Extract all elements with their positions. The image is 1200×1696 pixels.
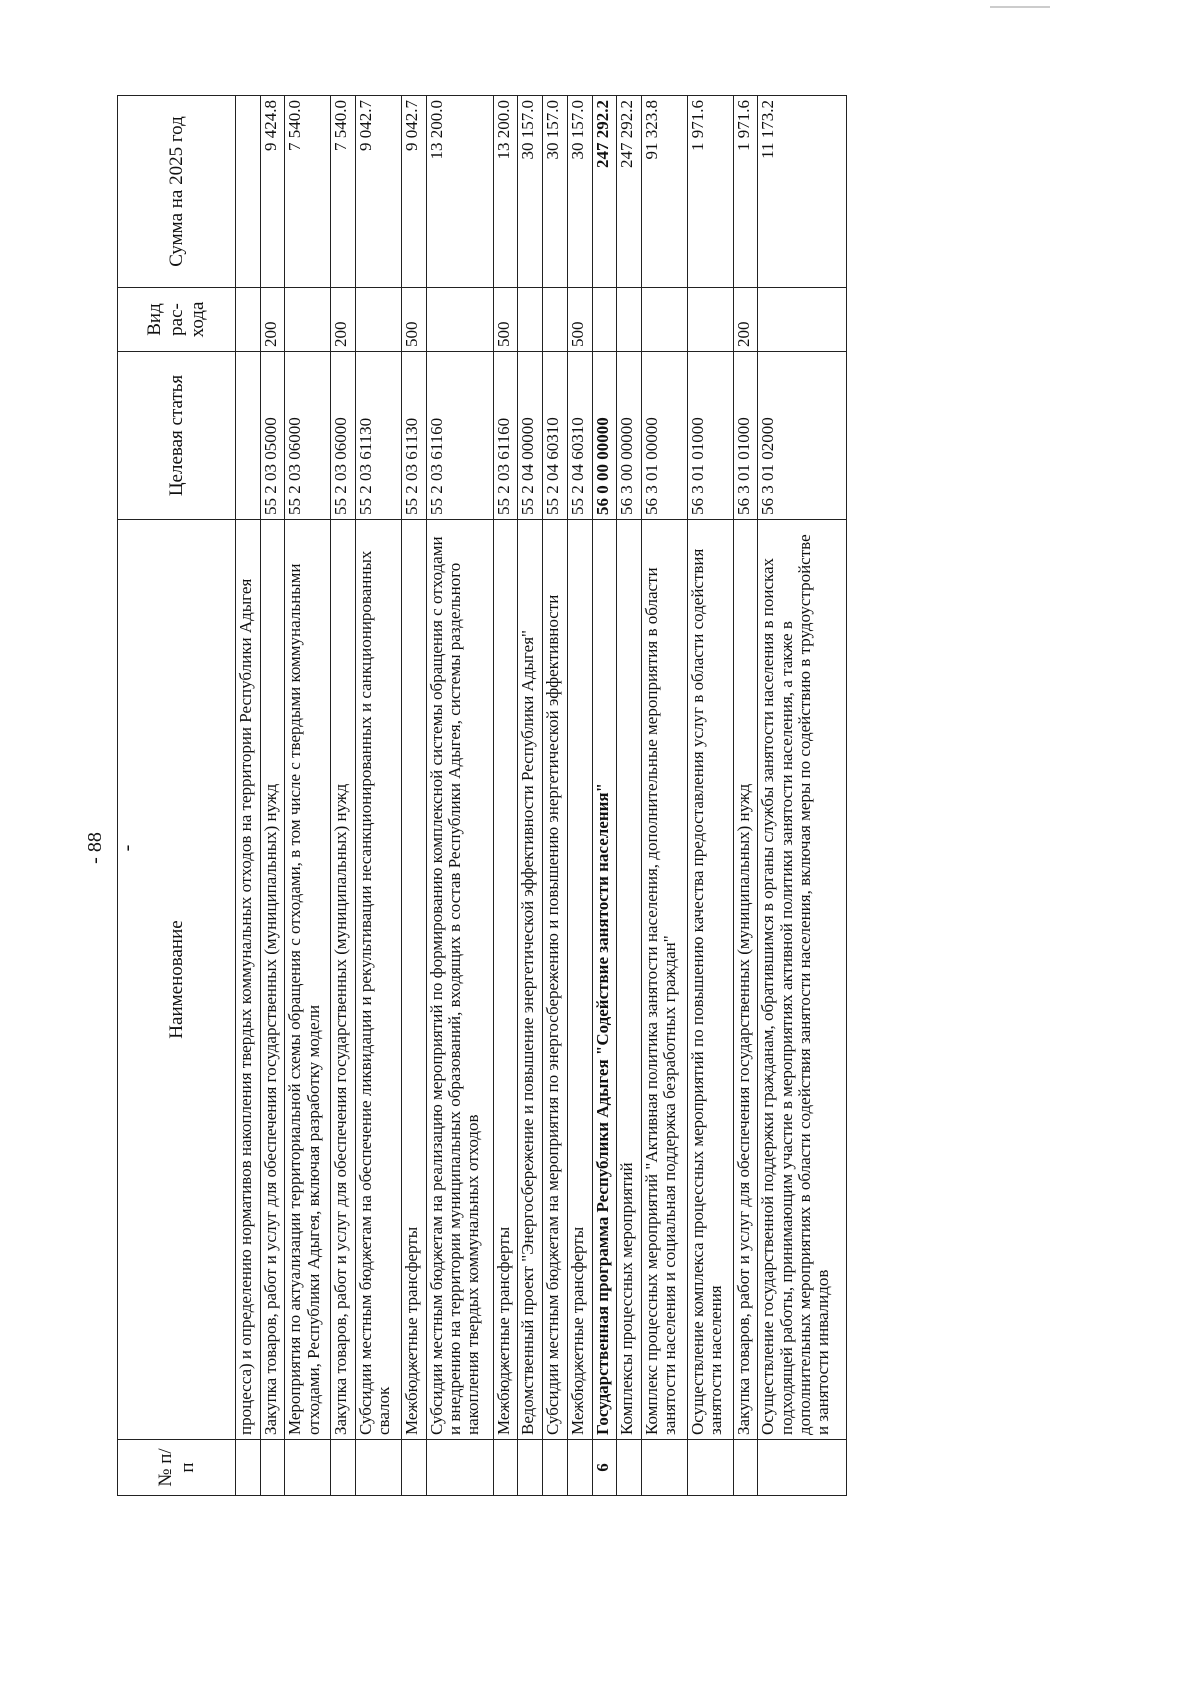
cell-name: Закупка товаров, работ и услуг для обеспечения государственных (муниципальных) нужд: [331, 520, 356, 1440]
cell-name: Межбюджетные трансферты: [493, 520, 518, 1440]
cell-sum: 9 424.8: [260, 96, 285, 288]
table-row: [331, 96, 356, 1496]
cell-name: Закупка товаров, работ и услуг для обеспечения государственных (муниципальных) нужд: [733, 520, 758, 1440]
cell-code: 56 3 01 02000: [758, 352, 847, 520]
cell-code: 56 0 00 00000: [592, 352, 617, 520]
cell-code: 56 3 01 00000: [641, 352, 687, 520]
cell-sum: 1 971.6: [733, 96, 758, 288]
cell-kind: [641, 288, 687, 352]
table-row: [401, 96, 426, 1496]
cell-name: Закупка товаров, работ и услуг для обеспечения государственных (муниципальных) нужд: [260, 520, 285, 1440]
table-row: [687, 96, 733, 1496]
cell-num: [543, 1440, 568, 1496]
cell-name: Государственная программа Республики Адыгея "Содействие занятости населения": [592, 520, 617, 1440]
page-number: - 88 -: [84, 832, 138, 864]
table-row: [733, 96, 758, 1496]
cell-code: 55 2 03 06000: [285, 352, 331, 520]
cell-kind: 200: [331, 288, 356, 352]
cell-sum: 7 540.0: [285, 96, 331, 288]
cell-code: 55 2 03 61130: [355, 352, 401, 520]
table-row: [518, 96, 543, 1496]
cell-name: Субсидии местным бюджетам на реализацию мероприятий по формированию комплексной системы обращения с отходами и внедрению на территории муниципальных образований, входящих в состав Республики Адыгея, системы раздельного накопления твердых коммунальных отходов: [426, 520, 493, 1440]
cell-name: Ведомственный проект "Энергосбережение и повышение энергетической эффективности Республики Адыгея": [518, 520, 543, 1440]
cell-name: Мероприятия по актуализации территориальной схемы обращения с отходами, в том числе с твердыми коммунальными отходами, Республики Адыгея, включая разработку модели: [285, 520, 331, 1440]
table-row: [758, 96, 847, 1496]
cell-num: [401, 1440, 426, 1496]
cell-num: [687, 1440, 733, 1496]
cell-sum: 13 200.0: [493, 96, 518, 288]
table-row: [260, 96, 285, 1496]
cell-kind: 200: [733, 288, 758, 352]
cell-name: Субсидии местным бюджетам на мероприятия по энергосбережению и повышению энергетической эффективности: [543, 520, 568, 1440]
cell-code: [236, 352, 261, 520]
header-code: Целевая статья: [118, 352, 236, 520]
cell-num: [518, 1440, 543, 1496]
cell-num: [493, 1440, 518, 1496]
cell-code: 55 2 04 60310: [567, 352, 592, 520]
cell-name: Субсидии местным бюджетам на обеспечение ликвидации и рекультивации несанкционированных и санкционированных свалок: [355, 520, 401, 1440]
cell-num: [567, 1440, 592, 1496]
cell-num: [758, 1440, 847, 1496]
cell-name: Осуществление комплекса процессных мероприятий по повышению качества предоставления услуг в области содействия занятости населения: [687, 520, 733, 1440]
cell-sum: 11 173.2: [758, 96, 847, 288]
cell-kind: [758, 288, 847, 352]
cell-kind: [285, 288, 331, 352]
cell-num: [285, 1440, 331, 1496]
header-kind: Вид рас-хода: [118, 288, 236, 352]
cell-kind: [687, 288, 733, 352]
table-row: [355, 96, 401, 1496]
cell-name: Комплекс процессных мероприятий "Активная политика занятости населения, дополнительные мероприятия в области занятости населения и социальная поддержка безработных граждан": [641, 520, 687, 1440]
table-row: [592, 96, 617, 1496]
cell-sum: 30 157.0: [543, 96, 568, 288]
cell-sum: 9 042.7: [401, 96, 426, 288]
cell-kind: 200: [260, 288, 285, 352]
cell-num: 6: [592, 1440, 617, 1496]
table-header-row: [118, 96, 236, 1496]
cell-code: 56 3 01 01000: [687, 352, 733, 520]
cell-code: 55 2 04 00000: [518, 352, 543, 520]
cell-num: [733, 1440, 758, 1496]
cell-code: 55 2 03 61130: [401, 352, 426, 520]
table-row: [285, 96, 331, 1496]
cell-code: 56 3 01 01000: [733, 352, 758, 520]
cell-sum: 247 292.2: [592, 96, 617, 288]
cell-code: 55 2 04 60310: [543, 352, 568, 520]
budget-table: [117, 95, 847, 1496]
cell-num: [260, 1440, 285, 1496]
cell-num: [236, 1440, 261, 1496]
cell-sum: 1 971.6: [687, 96, 733, 288]
table-row: [236, 96, 261, 1496]
cell-name: Межбюджетные трансферты: [567, 520, 592, 1440]
cell-kind: [518, 288, 543, 352]
cell-sum: [236, 96, 261, 288]
cell-kind: 500: [567, 288, 592, 352]
cell-num: [617, 1440, 642, 1496]
table-row: [617, 96, 642, 1496]
cell-sum: 30 157.0: [518, 96, 543, 288]
table-row: [493, 96, 518, 1496]
cell-code: 55 2 03 05000: [260, 352, 285, 520]
cell-kind: [543, 288, 568, 352]
table-row: [543, 96, 568, 1496]
cell-name: Комплексы процессных мероприятий: [617, 520, 642, 1440]
cell-sum: 30 157.0: [567, 96, 592, 288]
cell-num: [355, 1440, 401, 1496]
cell-num: [641, 1440, 687, 1496]
header-num: № п/п: [118, 1440, 236, 1496]
cell-kind: [592, 288, 617, 352]
cell-sum: 7 540.0: [331, 96, 356, 288]
table-row: [641, 96, 687, 1496]
cell-name: процесса) и определению нормативов накопления твердых коммунальных отходов на территории Республики Адыгея: [236, 520, 261, 1440]
rotated-table-container: [117, 96, 847, 1496]
cell-kind: [426, 288, 493, 352]
cell-sum: 13 200.0: [426, 96, 493, 288]
table-row: [567, 96, 592, 1496]
table-row: [426, 96, 493, 1496]
scan-mark: [990, 6, 1050, 8]
header-name: Наименование: [118, 520, 236, 1440]
cell-sum: 247 292.2: [617, 96, 642, 288]
cell-kind: [617, 288, 642, 352]
cell-kind: 500: [493, 288, 518, 352]
header-sum: Сумма на 2025 год: [118, 96, 236, 288]
cell-sum: 91 323.8: [641, 96, 687, 288]
cell-num: [331, 1440, 356, 1496]
cell-code: 55 2 03 61160: [493, 352, 518, 520]
cell-kind: 500: [401, 288, 426, 352]
cell-name: Осуществление государственной поддержки гражданам, обратившимся в органы службы занятости населения в поисках подходящей работы, принимающим участие в мероприятиях активной политики занятости населения, а также в дополнительных мероприятиях в области содействия занятости населения, включая меры по содействию в трудоустройстве и занятости инвалидов: [758, 520, 847, 1440]
cell-code: 55 2 03 61160: [426, 352, 493, 520]
cell-name: Межбюджетные трансферты: [401, 520, 426, 1440]
cell-sum: 9 042.7: [355, 96, 401, 288]
cell-code: 55 2 03 06000: [331, 352, 356, 520]
cell-num: [426, 1440, 493, 1496]
cell-code: 56 3 00 00000: [617, 352, 642, 520]
cell-kind: [355, 288, 401, 352]
cell-kind: [236, 288, 261, 352]
